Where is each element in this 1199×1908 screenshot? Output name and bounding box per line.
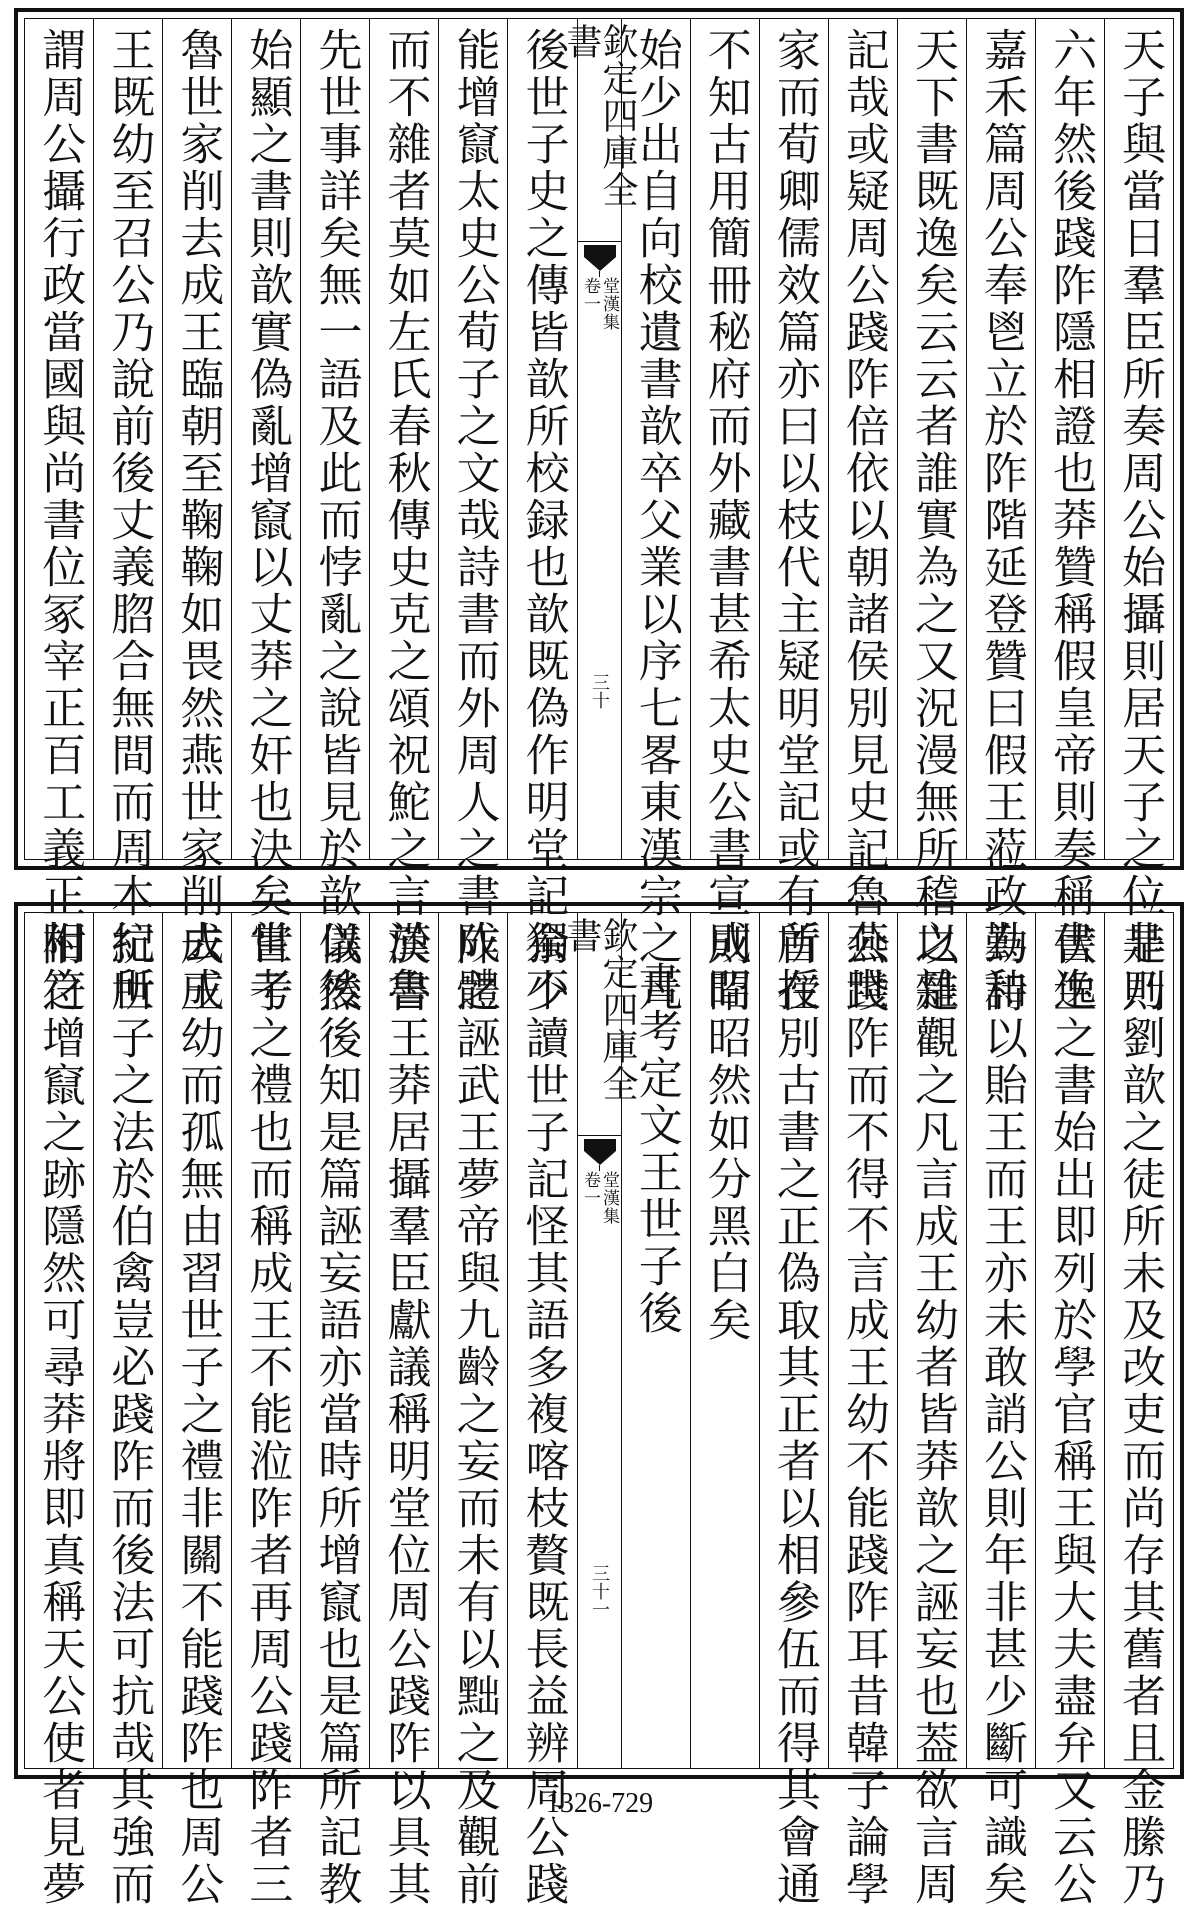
banxin-title: 欽定四庫全書 — [561, 917, 638, 1102]
text-column — [1035, 19, 1104, 1014]
text-column — [231, 19, 300, 1014]
text-column — [1104, 913, 1173, 1908]
text-column — [690, 19, 759, 1014]
banxin-volume: 卷一 — [580, 1171, 600, 1207]
banxin-folio — [578, 673, 621, 709]
text-column — [966, 913, 1035, 1908]
column-text: 而不雜者莫如左氏春秋傳史克之頌祝鮀之言於魯 — [379, 27, 431, 1014]
text-column — [507, 913, 576, 1908]
column-text: 後世子史之傳皆歆所校録也歆既偽作明堂記獨不 — [517, 27, 569, 1014]
column-text: 魯世家削去成王臨朝至鞠鞠如畏然燕世家削去成 — [172, 27, 224, 1014]
column-text: 能增竄太史公荀子之文哉詩書而外周人之書成體 — [448, 27, 500, 1014]
text-column — [897, 19, 966, 1014]
text-column — [897, 913, 966, 1908]
fishtail-mark-icon — [584, 245, 616, 271]
banxin-folio — [578, 1564, 621, 1618]
page-reference-number: 1326-729 — [545, 1788, 654, 1819]
text-column — [162, 913, 231, 1908]
column-text: 以是觀之凡言成王幼者皆莽歆之誣妄也葢欲言周 — [906, 921, 958, 1908]
column-text: 世子之禮也而稱成王不能涖阼者再周公踐阼者三 — [241, 921, 293, 1908]
column-text: 天子與當日羣臣所奏周公始攝則居天子之位非乃 — [1114, 27, 1166, 1014]
column-text: 家而荀卿儒效篇亦曰以枝代主疑明堂記或有所授 — [768, 27, 820, 1014]
folio-number: 三十 — [589, 673, 610, 709]
column-text: 儀然後知是篇誣妄語亦當時所增竄也是篇所記教 — [310, 921, 362, 1908]
page-folio-30 — [14, 8, 1184, 1014]
text-column — [1104, 19, 1173, 1014]
fishtail-mark-icon — [584, 1139, 616, 1165]
text-column — [369, 19, 438, 1014]
text-column — [759, 913, 828, 1908]
banxin-title-box — [561, 19, 638, 242]
column-text: 附之增竄之跡隱然可尋莽將即真稱天公使者見夢 — [34, 921, 86, 1908]
text-column — [759, 19, 828, 1014]
column-text: 記哉或疑周公踐阼倍依以朝諸侯別見史記魯燕世 — [837, 27, 889, 1014]
section-heading: 書考定文王世子後 — [630, 961, 682, 1337]
text-column — [93, 913, 162, 1908]
center-strip — [561, 19, 638, 859]
text-column — [507, 19, 576, 1014]
column-text: 漢書王莽居攝羣臣獻議稱明堂位周公踐阼以具其 — [379, 921, 431, 1908]
text-column — [300, 913, 369, 1908]
column-text: 始少出自向校遺書歆卒父業以序七畧東漢宗之凡 — [630, 27, 682, 1014]
column-text: 謂周公攝行政當國與尚書位冢宰正百工義正相符 — [34, 27, 86, 1014]
column-text: 不知古用簡冊秘府而外藏書甚希太史公書宣成間 — [699, 27, 751, 1014]
text-column — [828, 913, 897, 1908]
center-strip — [561, 913, 638, 1768]
column-text: 成王幼而孤無由習世子之禮非關不能踐阼也周公 — [172, 921, 224, 1908]
folio-number: 三十一 — [589, 1564, 610, 1618]
banxin-collection-info — [578, 1171, 621, 1225]
text-column — [966, 19, 1035, 1014]
text-column — [828, 19, 897, 1014]
text-column — [25, 913, 93, 1908]
column-text: 阼之誣武王夢帝與九齡之妄而未有以黜之及觀前 — [448, 921, 500, 1908]
banxin-title-box — [561, 913, 638, 1136]
column-text: 天下書既逸矣云云者誰實為之又況漫無所稽之雜 — [906, 27, 958, 1014]
column-text: 伏生之書始出即列於學官稱王與大夫盡弁又云公 — [1045, 921, 1097, 1908]
column-text: 始顯之書則歆實偽亂增竄以丈莽之奸也決矣嘗考 — [241, 27, 293, 1014]
text-column — [690, 913, 759, 1768]
column-text: 公踐阼而不得不言成王幼不能踐阼耳昔韓子論學 — [837, 921, 889, 1908]
text-column — [231, 913, 300, 1908]
text-column — [438, 913, 507, 1908]
text-column — [25, 19, 93, 1014]
column-text: 先世事詳矣無一語及此而悖亂之說皆見於歆以後 — [310, 27, 362, 1014]
column-text: 王既幼至召公乃說前後丈義脗合無間而周本紀所 — [103, 27, 155, 1014]
column-text: 是則劉歆之徒所未及改吏而尚存其舊者且金縢乃 — [1114, 921, 1166, 1908]
column-text: 首在別古書之正偽取其正者以相參伍而得其會通 — [768, 921, 820, 1908]
banxin-collection: 堂漢集 — [599, 277, 619, 331]
text-column — [1035, 913, 1104, 1908]
banxin-collection-info — [578, 277, 621, 331]
banxin-collection: 堂漢集 — [599, 1171, 619, 1225]
text-column — [93, 19, 162, 1014]
text-column — [438, 19, 507, 1014]
column-text: 六年然後踐阼隱相證也莽贊稱假皇帝則奏稱書逸 — [1045, 27, 1097, 1014]
column-text: 抗世子之法於伯禽豈必踐阼而後法可抗哉其強而 — [103, 921, 155, 1908]
column-text: 嘉禾篇周公奉鬯立於阼階延登贊曰假王蒞政勤和 — [976, 27, 1028, 1014]
text-column — [300, 19, 369, 1014]
column-text: 則昭昭然如分黑白矣 — [699, 921, 751, 1344]
banxin-volume: 卷一 — [580, 277, 600, 313]
column-text: 余少讀世子記怪其語多複喀枝贅既長益辨周公踐 — [517, 921, 569, 1908]
page-frame — [24, 18, 1174, 1014]
text-column — [369, 913, 438, 1908]
column-text: 為詩以貽王而王亦未敢誚公則年非甚少斷可識矣 — [976, 921, 1028, 1908]
banxin-title: 欽定四庫全書 — [561, 23, 638, 208]
text-column — [162, 19, 231, 1014]
